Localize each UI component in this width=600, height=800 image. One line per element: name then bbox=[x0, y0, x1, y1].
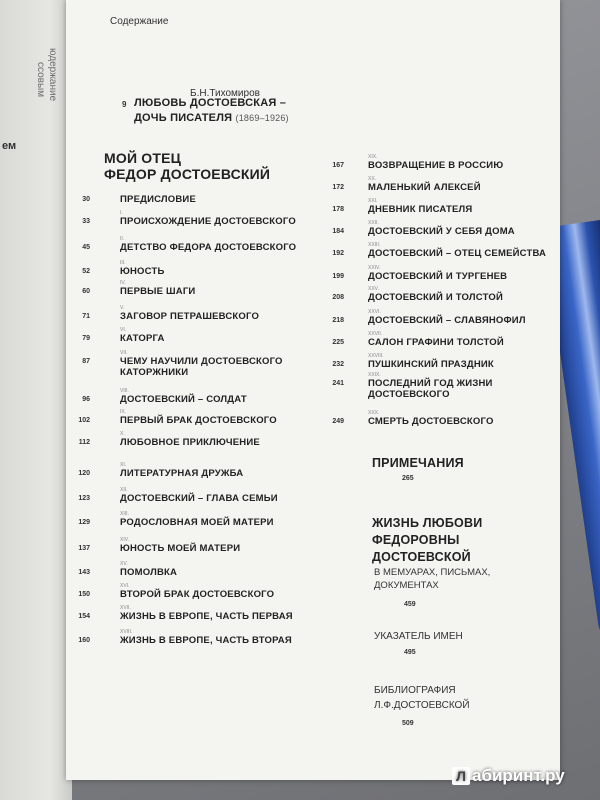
watermark bbox=[452, 766, 565, 786]
life-title-line2: ФЕДОРОВНЫ bbox=[372, 533, 460, 547]
life-subtitle-line2: ДОКУМЕНТАХ bbox=[374, 580, 439, 591]
toc-entry-title: ЧЕМУ НАУЧИЛИ ДОСТОЕВСКОГО bbox=[120, 356, 283, 367]
toc-entry-page: 123 bbox=[78, 495, 90, 502]
life-title-line3: ДОСТОЕВСКОЙ bbox=[372, 550, 471, 564]
intro-author: Б.Н.Тихомиров bbox=[190, 88, 260, 99]
toc-entry-page: 160 bbox=[78, 637, 90, 644]
toc-entry-title: ДОСТОЕВСКИЙ – СОЛДАТ bbox=[120, 394, 247, 405]
toc-entry-roman: II. bbox=[120, 236, 125, 242]
toc-entry-title: КАТОРГА bbox=[120, 333, 165, 344]
toc-entry-title: ЮНОСТЬ МОЕЙ МАТЕРИ bbox=[120, 543, 241, 554]
toc-entry-page: 137 bbox=[78, 545, 90, 552]
toc-entry-title-line2: ДОСТОЕВСКОГО bbox=[368, 389, 450, 400]
toc-entry-title: ЛИТЕРАТУРНАЯ ДРУЖБА bbox=[120, 468, 244, 479]
index-page: 495 bbox=[404, 649, 416, 656]
toc-entry-page: 178 bbox=[332, 206, 344, 213]
toc-entry-page: 172 bbox=[332, 184, 344, 191]
life-title-line1: ЖИЗНЬ ЛЮБОВИ bbox=[372, 516, 483, 530]
toc-entry-roman: V. bbox=[120, 305, 125, 311]
toc-entry-roman: XXIII. bbox=[368, 242, 381, 248]
toc-entry-roman: XIV. bbox=[120, 537, 129, 543]
edge-text-c: ем bbox=[2, 140, 17, 152]
book-page bbox=[66, 0, 560, 780]
toc-entry-roman: XXX. bbox=[368, 410, 380, 416]
bibliography-page: 509 bbox=[402, 720, 414, 727]
section-title-line1: МОЙ ОТЕЦ bbox=[104, 150, 182, 166]
toc-entry-roman: I. bbox=[120, 210, 123, 216]
toc-entry-page: 79 bbox=[82, 335, 90, 342]
toc-entry-page: 30 bbox=[82, 196, 90, 203]
toc-entry-title-line2: КАТОРЖНИКИ bbox=[120, 367, 189, 378]
life-subtitle bbox=[374, 566, 490, 592]
toc-entry-roman: XXII. bbox=[368, 220, 379, 226]
toc-entry-title: ПУШКИНСКИЙ ПРАЗДНИК bbox=[368, 359, 494, 370]
bibliography-line1: БИБЛИОГРАФИЯ bbox=[374, 685, 456, 696]
toc-entry-page: 150 bbox=[78, 591, 90, 598]
toc-entry-page: 52 bbox=[82, 268, 90, 275]
toc-entry-roman: XXVIII. bbox=[368, 353, 384, 359]
toc-entry-roman: VI. bbox=[120, 327, 127, 333]
toc-entry-page: 143 bbox=[78, 569, 90, 576]
watermark-text: абиринт.ру bbox=[472, 766, 565, 785]
toc-entry-roman: XVII. bbox=[120, 605, 131, 611]
toc-entry-page: 129 bbox=[78, 519, 90, 526]
toc-entry-title: ДОСТОЕВСКИЙ – ГЛАВА СЕМЬИ bbox=[120, 493, 278, 504]
index-title: УКАЗАТЕЛЬ ИМЕН bbox=[374, 631, 463, 642]
intro-page-number: 9 bbox=[122, 100, 127, 109]
toc-entry-page: 45 bbox=[82, 244, 90, 251]
toc-entry-roman: XIII. bbox=[120, 511, 129, 517]
toc-entry-page: 60 bbox=[82, 288, 90, 295]
toc-entry-roman: X. bbox=[120, 431, 125, 437]
toc-entry-page: 184 bbox=[332, 228, 344, 235]
toc-entry-roman: XXI. bbox=[368, 198, 378, 204]
toc-entry-roman: IV. bbox=[120, 280, 126, 286]
toc-entry-roman: XXVI. bbox=[368, 309, 381, 315]
toc-entry-page: 208 bbox=[332, 294, 344, 301]
toc-entry-title: ДОСТОЕВСКИЙ – ОТЕЦ СЕМЕЙСТВА bbox=[368, 248, 547, 259]
toc-entry-roman: XIX. bbox=[368, 154, 378, 160]
life-subtitle-line1: В МЕМУАРАХ, ПИСЬМАХ, bbox=[374, 567, 491, 578]
toc-entry-title: ВТОРОЙ БРАК ДОСТОЕВСКОГО bbox=[120, 589, 275, 600]
bibliography-title bbox=[374, 683, 470, 713]
toc-entry-roman: VII. bbox=[120, 350, 128, 356]
page-heading: Содержание bbox=[110, 16, 169, 27]
edge-text-a: юдержание bbox=[47, 48, 58, 102]
toc-entry-page: 218 bbox=[332, 317, 344, 324]
section-title-line2: ФЕДОР ДОСТОЕВСКИЙ bbox=[104, 166, 271, 182]
toc-entry-roman: XV. bbox=[120, 561, 128, 567]
toc-entry-title: ЮНОСТЬ bbox=[120, 266, 165, 277]
toc-entry-roman: XXIX. bbox=[368, 372, 381, 378]
toc-entry-title: ЖИЗНЬ В ЕВРОПЕ, ЧАСТЬ ПЕРВАЯ bbox=[120, 611, 293, 622]
toc-entry-roman: VIII. bbox=[120, 388, 129, 394]
toc-entry-roman: XI. bbox=[120, 462, 127, 468]
toc-entry-title: ПЕРВЫЙ БРАК ДОСТОЕВСКОГО bbox=[120, 415, 277, 426]
toc-entry-page: 112 bbox=[78, 439, 90, 446]
toc-entry-roman: III. bbox=[120, 260, 126, 266]
toc-entry-title: ПЕРВЫЕ ШАГИ bbox=[120, 286, 196, 297]
notes-title: ПРИМЕЧАНИЯ bbox=[372, 456, 464, 470]
toc-entry-roman: XXIV. bbox=[368, 265, 381, 271]
bibliography-line2: Л.Ф.ДОСТОЕВСКОЙ bbox=[374, 700, 470, 711]
toc-entry-page: 102 bbox=[78, 417, 90, 424]
toc-entry-title: ДОСТОЕВСКИЙ У СЕБЯ ДОМА bbox=[368, 226, 515, 237]
toc-entry-title: ВОЗВРАЩЕНИЕ В РОССИЮ bbox=[368, 160, 504, 171]
toc-entry-page: 96 bbox=[82, 396, 90, 403]
toc-entry-page: 241 bbox=[332, 380, 344, 387]
toc-entry-roman: XVIII. bbox=[120, 629, 133, 635]
life-title bbox=[372, 515, 482, 566]
edge-text-b: ссовым bbox=[35, 62, 46, 98]
toc-entry-page: 87 bbox=[82, 358, 90, 365]
toc-entry-title: ДОСТОЕВСКИЙ И ТУРГЕНЕВ bbox=[368, 271, 508, 282]
toc-entry-page: 167 bbox=[332, 162, 344, 169]
toc-entry-title: ЖИЗНЬ В ЕВРОПЕ, ЧАСТЬ ВТОРАЯ bbox=[120, 635, 292, 646]
intro-title-line1: ЛЮБОВЬ ДОСТОЕВСКАЯ – bbox=[134, 97, 287, 109]
toc-entry-title: ЗАГОВОР ПЕТРАШЕВСКОГО bbox=[120, 311, 260, 322]
toc-entry-title: ПОМОЛВКА bbox=[120, 567, 178, 578]
toc-entry-roman: XXVII. bbox=[368, 331, 383, 337]
toc-entry-title: ПРЕДИСЛОВИЕ bbox=[120, 194, 197, 205]
toc-entry-title: РОДОСЛОВНАЯ МОЕЙ МАТЕРИ bbox=[120, 517, 274, 528]
toc-entry-roman: XXV. bbox=[368, 286, 379, 292]
toc-entry-page: 154 bbox=[78, 613, 90, 620]
toc-entry-title: ДНЕВНИК ПИСАТЕЛЯ bbox=[368, 204, 473, 215]
toc-entry-page: 120 bbox=[78, 470, 90, 477]
toc-entry-title: ЛЮБОВНОЕ ПРИКЛЮЧЕНИЕ bbox=[120, 437, 260, 448]
toc-entry-page: 225 bbox=[332, 339, 344, 346]
toc-right-column bbox=[66, 0, 560, 780]
life-page: 459 bbox=[404, 601, 416, 608]
toc-entry-roman: XVI. bbox=[120, 583, 130, 589]
toc-entry-page: 192 bbox=[332, 250, 344, 257]
toc-entry-title: ПОСЛЕДНИЙ ГОД ЖИЗНИ bbox=[368, 378, 493, 389]
toc-entry-page: 232 bbox=[332, 361, 344, 368]
toc-entry-roman: XII. bbox=[120, 487, 128, 493]
toc-entry-title: ДОСТОЕВСКИЙ – СЛАВЯНОФИЛ bbox=[368, 315, 526, 326]
toc-entry-roman: XX. bbox=[368, 176, 377, 182]
toc-entry-title: ДЕТСТВО ФЕДОРА ДОСТОЕВСКОГО bbox=[120, 242, 297, 253]
toc-entry-title: ДОСТОЕВСКИЙ И ТОЛСТОЙ bbox=[368, 292, 503, 303]
toc-entry-title: САЛОН ГРАФИНИ ТОЛСТОЙ bbox=[368, 337, 504, 348]
toc-entry-page: 33 bbox=[82, 218, 90, 225]
toc-entry-page: 249 bbox=[332, 418, 344, 425]
notes-page: 265 bbox=[402, 475, 414, 482]
toc-entry-roman: IX. bbox=[120, 409, 127, 415]
toc-entry-title: ПРОИСХОЖДЕНИЕ ДОСТОЕВСКОГО bbox=[120, 216, 296, 227]
toc-entry-page: 71 bbox=[82, 313, 90, 320]
intro-years: (1869–1926) bbox=[235, 113, 289, 123]
intro-title-line2: ДОЧЬ ПИСАТЕЛЯ bbox=[134, 112, 233, 124]
toc-entry-page: 199 bbox=[332, 273, 344, 280]
toc-entry-title: СМЕРТЬ ДОСТОЕВСКОГО bbox=[368, 416, 494, 427]
toc-entry-title: МАЛЕНЬКИЙ АЛЕКСЕЙ bbox=[368, 182, 481, 193]
watermark-logo-icon: Л bbox=[452, 767, 470, 785]
